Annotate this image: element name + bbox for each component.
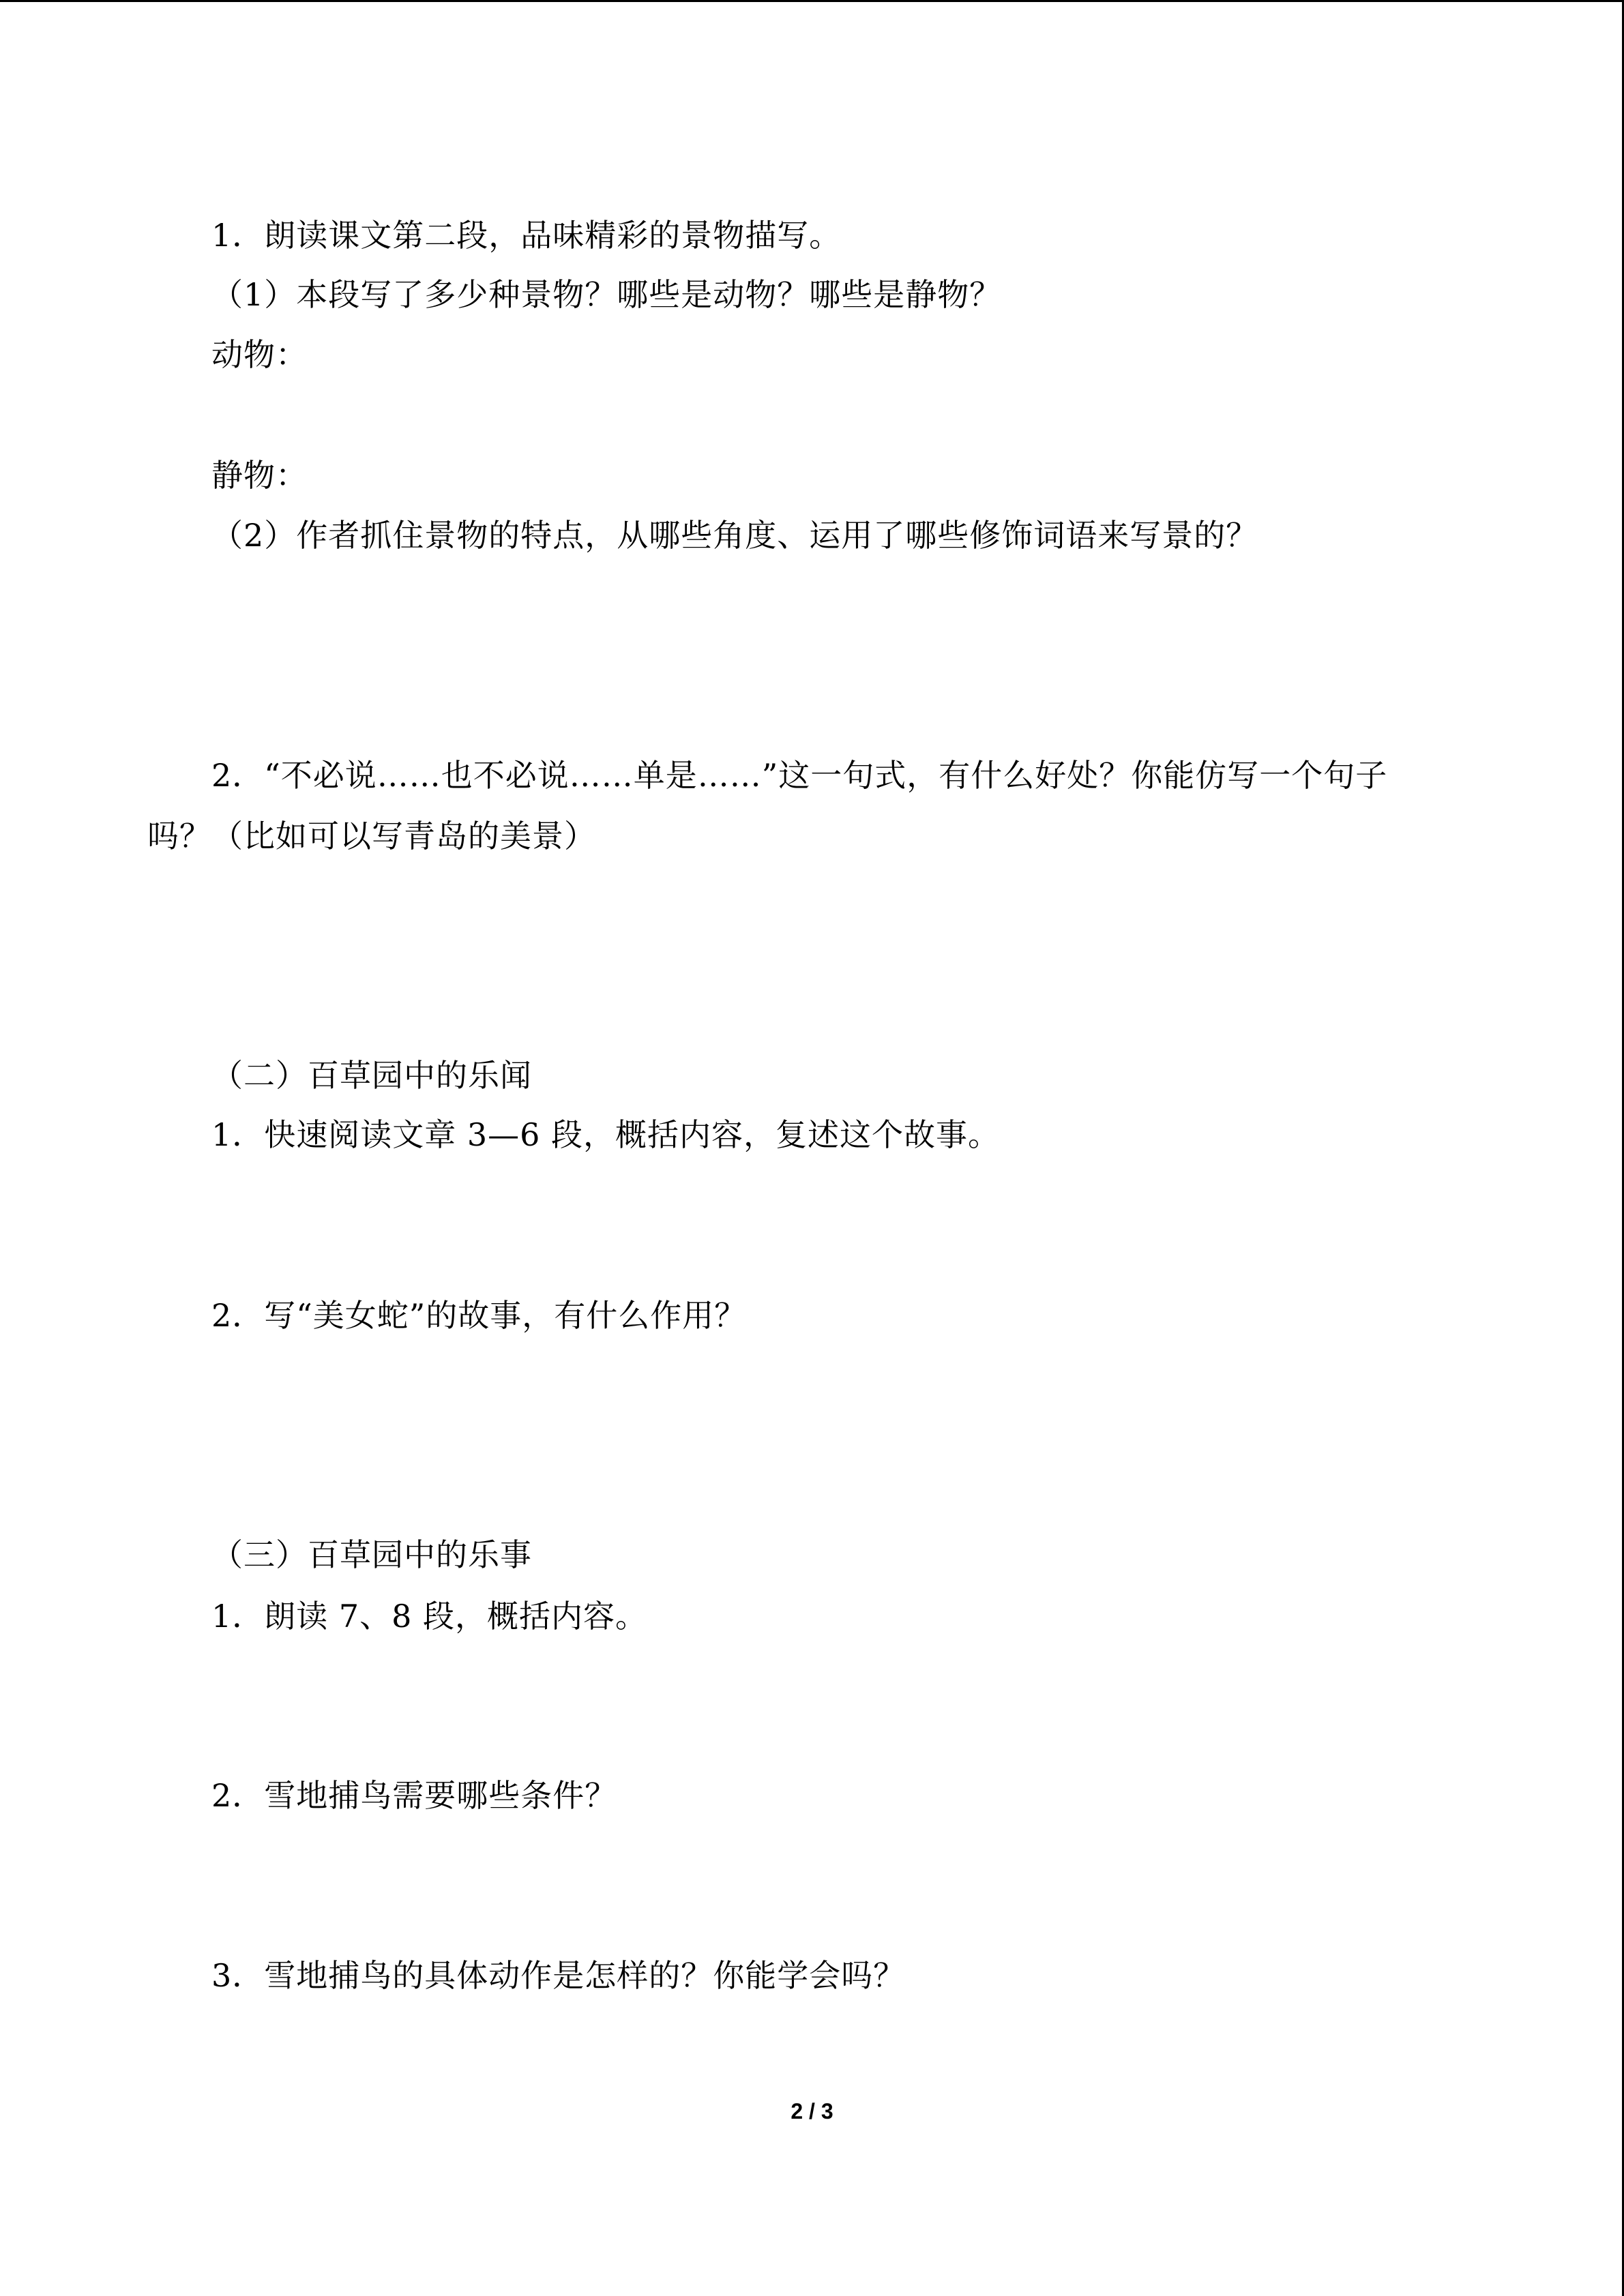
section-3-question-2: 2．雪地捕鸟需要哪些条件？ xyxy=(211,1777,617,1814)
top-border xyxy=(0,0,1624,2)
section-3-question-1: 1．朗读 7、8 段，概括内容。 xyxy=(211,1598,648,1635)
section-2-heading: （二）百草园中的乐闻 xyxy=(211,1057,532,1094)
question-1-scenery: 1．朗读课文第二段，品味精彩的景物描写。 xyxy=(211,217,842,254)
section-2-question-1: 1．快速阅读文章 3—6 段，概括内容，复述这个故事。 xyxy=(211,1116,1001,1153)
section-2-question-2: 2．写“美女蛇”的故事，有什么作用？ xyxy=(211,1297,747,1334)
animals-label: 动物： xyxy=(211,336,308,373)
question-2-sentence-pattern-line-1: 2．“不必说……也不必说……单是……”这一句式，有什么好处？你能仿写一个句子 xyxy=(211,757,1388,794)
section-3-heading: （三）百草园中的乐事 xyxy=(211,1536,532,1573)
still-objects-label: 静物： xyxy=(211,457,308,494)
section-3-question-3: 3．雪地捕鸟的具体动作是怎样的？你能学会吗？ xyxy=(211,1957,906,1994)
question-1-sub-1: （1）本段写了多少种景物？哪些是动物？哪些是静物？ xyxy=(211,276,1002,313)
question-2-sentence-pattern-line-2: 吗？（比如可以写青岛的美景） xyxy=(147,818,596,854)
question-1-sub-2: （2）作者抓住景物的特点，从哪些角度、运用了哪些修饰词语来写景的？ xyxy=(211,517,1258,554)
page-number: 2 / 3 xyxy=(791,2099,833,2123)
